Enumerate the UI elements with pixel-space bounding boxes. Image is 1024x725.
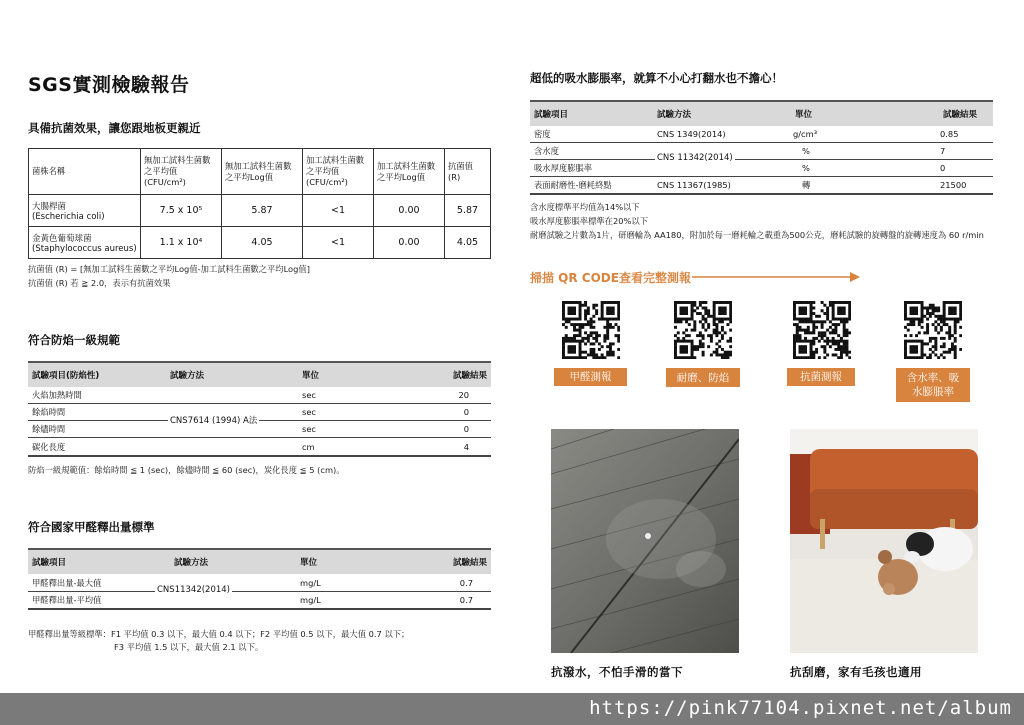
watermark-bar	[0, 693, 1024, 725]
header-strain: 菌株名稱	[29, 149, 141, 195]
qr-code-icon[interactable]	[674, 301, 732, 359]
formaldehyde-report-button[interactable]: 甲醛測報	[554, 368, 627, 386]
formaldehyde-note-2: F3 平均值 1.5 以下，最大值 2.1 以下。	[114, 642, 264, 652]
antibacterial-heading: 具備抗菌效果，讓您跟地板更親近	[28, 121, 201, 135]
header-untreated-log: 無加工試料生菌數 之平均Log值	[222, 149, 303, 195]
formaldehyde-table-header: 試驗項目 試驗方法 單位 試驗結果	[28, 548, 491, 574]
value-cell: 4.05	[445, 227, 491, 259]
watermark-url: https://pink77104.pixnet.net/album	[589, 697, 1012, 719]
strain-cell: 大腸桿菌 (Escherichia coli)	[29, 195, 141, 227]
value-cell: 5.87	[445, 195, 491, 227]
wood-floor-water-photo	[551, 429, 739, 653]
water-merged-method: CNS 11342(2014)	[657, 153, 733, 163]
strain-cell: 金黃色葡萄球菌 (Staphylococcus aureus)	[29, 227, 141, 259]
right-photo-caption: 抗刮磨，家有毛孩也適用	[790, 665, 922, 679]
table-row	[29, 227, 491, 259]
table-row: 表面耐磨性-磨耗終點 CNS 11367(1985) 轉 21500	[530, 177, 993, 195]
table-row: 碳化長度 cm 4	[28, 438, 491, 457]
antibacterial-report-button[interactable]: 抗菌測報	[787, 368, 855, 386]
header-untreated-avg: 無加工試料生菌數 之平均值 (CFU/cm²)	[141, 149, 222, 195]
table-row: 含水度 % 7	[530, 143, 993, 160]
fire-table-header: 試驗項目(防焰性) 試驗方法 單位 試驗結果	[28, 361, 491, 387]
value-cell: <1	[303, 195, 374, 227]
qr-code-icon[interactable]	[793, 301, 851, 359]
value-cell: 5.87	[222, 195, 303, 227]
table-row: 甲醛釋出量-平均值 mg/L 0.7	[28, 592, 491, 610]
formaldehyde-note-1: 甲醛釋出量等級標準：F1 平均值 0.3 以下，最大值 0.4 以下；F2 平均值 0.5 以下，最大值 0.7 以下；	[28, 629, 410, 639]
header-treated-log: 加工試料生菌數 之平均Log值	[374, 149, 445, 195]
table-row: 餘燼時間 sec 0	[28, 421, 491, 438]
value-cell: 7.5 x 10⁵	[141, 195, 222, 227]
value-cell: 4.05	[222, 227, 303, 259]
fire-note: 防焰一級規範值：餘焰時間 ≦ 1 (sec)，餘燼時間 ≦ 60 (sec)，炭化長度 ≦ 5 (cm)。	[28, 465, 345, 475]
table-row: 密度 CNS 1349(2014) g/cm³ 0.85	[530, 126, 993, 143]
antibacterial-notes: 抗菌值 (R) = [無加工試料生菌數之平均Log值-加工試料生菌數之平均Log值] 抗菌值 (R) 若 ≧ 2.0，表示有抗菌效果	[28, 264, 310, 288]
qr-code-icon[interactable]	[562, 301, 620, 359]
table-row: 火焰加熱時間 sec 20	[28, 387, 491, 404]
value-cell: 0.00	[374, 227, 445, 259]
header-treated-avg: 加工試料生菌數 之平均值 (CFU/cm²)	[303, 149, 374, 195]
page-title: SGS實測檢驗報告	[28, 74, 190, 96]
water-heading: 超低的吸水膨脹率，就算不小心打翻水也不擔心！	[530, 71, 783, 85]
value-cell: 0.00	[374, 195, 445, 227]
qr-heading: 掃描 QR CODE查看完整測報	[530, 271, 691, 285]
table-row: 甲醛釋出量-最大值 mg/L 0.7	[28, 575, 491, 592]
value-cell: 1.1 x 10⁴	[141, 227, 222, 259]
fire-method: CNS7614 (1994) A法	[170, 416, 258, 426]
table-row: 吸水厚度膨脹率 % 0	[530, 160, 993, 177]
left-photo-caption: 抗潑水，不怕手滑的當下	[551, 665, 683, 679]
table-row: 餘焰時間 sec 0	[28, 404, 491, 421]
formaldehyde-heading: 符合國家甲醛釋出量標準	[28, 520, 155, 534]
water-table-header: 試驗項目 試驗方法 單位 試驗結果	[530, 100, 993, 126]
arrow-right-icon	[692, 270, 862, 284]
fire-heading: 符合防焰一級規範	[28, 333, 120, 347]
water-notes: 含水度標準平均值為14%以下 吸水厚度膨脹率標準在20%以下 耐磨試驗之片數為1片，研磨輪為 AA180，附加於每一磨耗輪之載重為500公克，磨耗試驗的旋轉盤的旋轉速度為 60 r/min	[530, 202, 984, 240]
formaldehyde-method: CNS11342(2014)	[157, 585, 230, 595]
water-report-button[interactable]: 含水率、吸水膨脹率	[896, 368, 970, 402]
wear-fire-report-button[interactable]: 耐磨、防焰	[666, 368, 740, 387]
antibacterial-table	[28, 148, 491, 259]
dog-sofa-photo	[790, 429, 978, 653]
header-r-value: 抗菌值 (R)	[445, 149, 491, 195]
qr-code-icon[interactable]	[904, 301, 962, 359]
value-cell: <1	[303, 227, 374, 259]
table-row	[29, 195, 491, 227]
